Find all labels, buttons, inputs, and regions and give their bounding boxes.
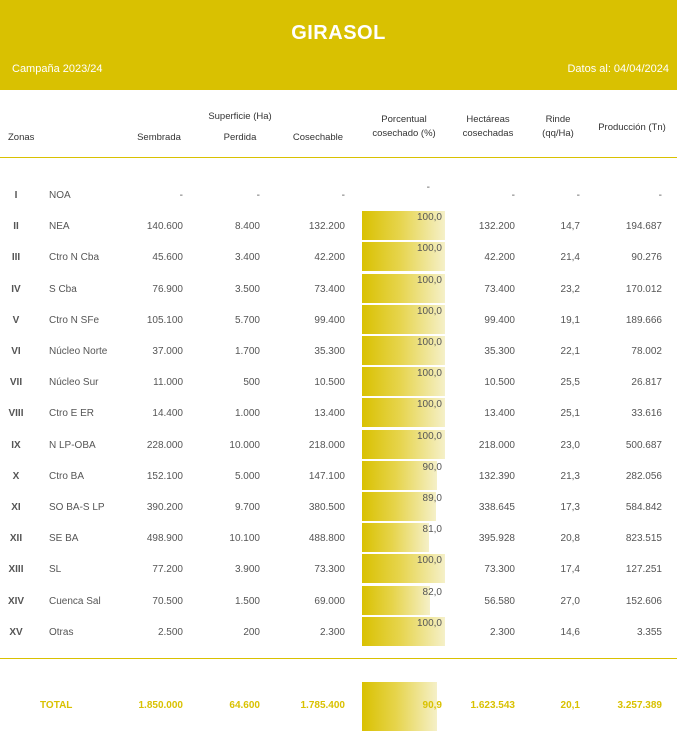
zone-number: XI — [11, 502, 21, 513]
pct-value: 82,0 — [422, 587, 442, 598]
rinde-value: - — [576, 190, 580, 201]
zone-name: Ctro E ER — [49, 408, 95, 419]
pct-value: 100,0 — [416, 275, 442, 286]
produccion-value: 823.515 — [625, 533, 662, 544]
sembrada-value: 498.900 — [146, 533, 183, 544]
perdida-value: 3.400 — [234, 252, 260, 263]
zone-number: XII — [9, 533, 23, 544]
zone-name: N LP-OBA — [49, 440, 96, 451]
cosechable-value: 73.300 — [314, 564, 345, 575]
perdida-value: 9.700 — [234, 502, 260, 513]
sembrada-value: 390.200 — [146, 502, 183, 513]
cosechable-value: 488.800 — [308, 533, 345, 544]
col-perdida: Perdida — [223, 132, 257, 143]
produccion-value: 3.355 — [636, 627, 662, 638]
rinde-value: 23,2 — [560, 284, 580, 295]
col-hectareas-line1: Hectáreas — [466, 114, 510, 125]
sembrada-value: 105.100 — [146, 315, 183, 326]
produccion-value: 90.276 — [631, 252, 662, 263]
zone-number: III — [11, 252, 21, 263]
rinde-value: 25,1 — [560, 408, 580, 419]
col-rinde-line2: (qq/Ha) — [542, 128, 574, 139]
sembrada-value: 14.400 — [152, 408, 183, 419]
hectareas-value: 10.500 — [484, 377, 515, 388]
pct-value: 100,0 — [416, 431, 442, 442]
zone-number: VI — [11, 346, 21, 357]
hectareas-value: 73.400 — [484, 284, 515, 295]
zone-number: IX — [11, 440, 21, 451]
perdida-value: 1.700 — [234, 346, 260, 357]
perdida-value: 10.100 — [229, 533, 260, 544]
cosechable-value: 2.300 — [319, 627, 345, 638]
rinde-value: 14,7 — [560, 221, 580, 232]
perdida-value: - — [256, 190, 260, 201]
hectareas-value: 42.200 — [484, 252, 515, 263]
rinde-value: 19,1 — [560, 315, 580, 326]
pct-value: 90,0 — [422, 462, 442, 473]
hectareas-value: 56.580 — [484, 596, 515, 607]
cosechable-value: - — [341, 190, 345, 201]
hectareas-value: 13.400 — [484, 408, 515, 419]
zone-number: IV — [11, 284, 21, 295]
pct-value: 89,0 — [422, 493, 442, 504]
produccion-value: 189.666 — [625, 315, 662, 326]
perdida-value: 5.700 — [234, 315, 260, 326]
hectareas-value: 2.300 — [489, 627, 515, 638]
zone-name: Núcleo Sur — [49, 377, 99, 388]
hectareas-value: 35.300 — [484, 346, 515, 357]
sembrada-value: 11.000 — [153, 377, 183, 388]
sembrada-value: 2.500 — [157, 627, 183, 638]
sembrada-value: 228.000 — [146, 440, 183, 451]
zone-number: VII — [9, 377, 23, 388]
pct-value: 100,0 — [416, 243, 442, 254]
perdida-value: 500 — [243, 377, 260, 388]
cosechable-value: 380.500 — [308, 502, 345, 513]
produccion-value: 500.687 — [625, 440, 662, 451]
cosechable-value: 132.200 — [308, 221, 345, 232]
col-sembrada: Sembrada — [137, 132, 181, 143]
total-label: TOTAL — [40, 700, 73, 711]
produccion-value: 127.251 — [625, 564, 662, 575]
rinde-value: 20,8 — [560, 533, 580, 544]
hectareas-value: 132.200 — [478, 221, 515, 232]
pct-value: 100,0 — [416, 555, 442, 566]
col-porcentual — [355, 113, 453, 141]
zone-number: I — [14, 190, 18, 201]
page-title: GIRASOL — [291, 22, 386, 44]
produccion-value: 33.616 — [631, 408, 662, 419]
perdida-value: 1.000 — [234, 408, 260, 419]
hectareas-value: 395.928 — [478, 533, 515, 544]
sembrada-value: - — [179, 190, 183, 201]
sembrada-value: 70.500 — [152, 596, 183, 607]
zone-name: Ctro N SFe — [49, 315, 100, 326]
pct-value: 100,0 — [416, 399, 442, 410]
zone-number: XIII — [8, 564, 24, 575]
pct-value: 100,0 — [416, 337, 442, 348]
sembrada-value: 140.600 — [146, 221, 183, 232]
rinde-value: 17,4 — [560, 564, 580, 575]
produccion-value: 152.606 — [625, 596, 662, 607]
cosechable-value: 35.300 — [314, 346, 345, 357]
zone-name: Otras — [49, 627, 74, 638]
zone-name: SE BA — [49, 533, 79, 544]
zone-name: SL — [49, 564, 62, 575]
pct-value: 100,0 — [416, 618, 442, 629]
col-hectareas — [452, 113, 524, 141]
hectareas-value: - — [511, 190, 515, 201]
rinde-value: 22,1 — [560, 346, 580, 357]
zone-name: NEA — [49, 221, 70, 232]
zone-name: S Cba — [49, 284, 77, 295]
cosechable-value: 218.000 — [308, 440, 345, 451]
pct-value: 100,0 — [416, 212, 442, 223]
zone-number: XIV — [7, 596, 25, 607]
perdida-value: 3.900 — [234, 564, 260, 575]
total-rinde: 20,1 — [560, 700, 580, 711]
zone-name: Núcleo Norte — [49, 346, 108, 357]
total-perdida: 64.600 — [229, 700, 260, 711]
perdida-value: 1.500 — [234, 596, 260, 607]
col-hectareas-line2: cosechadas — [462, 128, 514, 139]
total-divider — [0, 658, 677, 659]
hectareas-value: 73.300 — [484, 564, 515, 575]
rinde-value: 21,4 — [560, 252, 580, 263]
zone-name: NOA — [49, 190, 71, 201]
pct-value: - — [426, 182, 430, 193]
zone-number: II — [13, 221, 19, 232]
zone-name: Ctro N Cba — [49, 252, 100, 263]
col-rinde-line1: Rinde — [545, 114, 571, 125]
zone-number: X — [12, 471, 20, 482]
hectareas-value: 132.390 — [478, 471, 515, 482]
col-cosechable: Cosechable — [292, 132, 344, 143]
col-porcentual-line2: cosechado (%) — [372, 128, 436, 139]
pct-value: 81,0 — [422, 524, 442, 535]
produccion-value: 282.056 — [625, 471, 662, 482]
rinde-value: 17,3 — [560, 502, 580, 513]
produccion-value: 170.012 — [625, 284, 662, 295]
total-pct: 90,9 — [422, 700, 442, 711]
pct-value: 100,0 — [416, 306, 442, 317]
rinde-value: 23,0 — [560, 440, 580, 451]
rinde-value: 21,3 — [560, 471, 580, 482]
header-banner — [0, 0, 677, 90]
perdida-value: 8.400 — [234, 221, 260, 232]
col-rinde — [530, 113, 586, 141]
zone-name: Ctro BA — [49, 471, 85, 482]
header-divider — [0, 157, 677, 158]
sembrada-value: 152.100 — [146, 471, 183, 482]
hectareas-value: 338.645 — [478, 502, 515, 513]
rinde-value: 25,5 — [560, 377, 580, 388]
cosechable-value: 99.400 — [314, 315, 345, 326]
col-produccion: Producción (Tn) — [598, 122, 666, 133]
hectareas-value: 218.000 — [478, 440, 515, 451]
total-hectareas: 1.623.543 — [470, 700, 515, 711]
produccion-value: 78.002 — [631, 346, 662, 357]
perdida-value: 5.000 — [234, 471, 260, 482]
sembrada-value: 45.600 — [152, 252, 183, 263]
perdida-value: 3.500 — [234, 284, 260, 295]
cosechable-value: 10.500 — [314, 377, 345, 388]
sembrada-value: 37.000 — [152, 346, 183, 357]
cosechable-value: 73.400 — [314, 284, 345, 295]
total-cosechable: 1.785.400 — [300, 700, 345, 711]
perdida-value: 200 — [243, 627, 260, 638]
total-produccion: 3.257.389 — [617, 700, 662, 711]
pct-value: 100,0 — [416, 368, 442, 379]
zone-number: VIII — [8, 408, 24, 419]
hectareas-value: 99.400 — [484, 315, 515, 326]
produccion-value: - — [658, 190, 662, 201]
total-sembrada: 1.850.000 — [138, 700, 183, 711]
produccion-value: 584.842 — [625, 502, 662, 513]
data-date: Datos al: 04/04/2024 — [567, 63, 669, 75]
zone-name: Cuenca Sal — [49, 596, 101, 607]
cosechable-value: 42.200 — [314, 252, 345, 263]
col-superficie: Superficie (Ha) — [208, 111, 272, 122]
campaign-label: Campaña 2023/24 — [12, 63, 103, 75]
zone-name: SO BA-S LP — [49, 502, 105, 513]
sembrada-value: 77.200 — [152, 564, 183, 575]
produccion-value: 194.687 — [625, 221, 662, 232]
zone-number: XV — [9, 627, 23, 638]
cosechable-value: 69.000 — [314, 596, 345, 607]
col-porcentual-line1: Porcentual — [381, 114, 427, 125]
perdida-value: 10.000 — [229, 440, 260, 451]
cosechable-value: 13.400 — [314, 408, 345, 419]
col-zonas: Zonas — [8, 132, 35, 143]
rinde-value: 14,6 — [560, 627, 580, 638]
produccion-value: 26.817 — [631, 377, 662, 388]
rinde-value: 27,0 — [560, 596, 580, 607]
zone-number: V — [12, 315, 20, 326]
sembrada-value: 76.900 — [152, 284, 183, 295]
cosechable-value: 147.100 — [308, 471, 345, 482]
